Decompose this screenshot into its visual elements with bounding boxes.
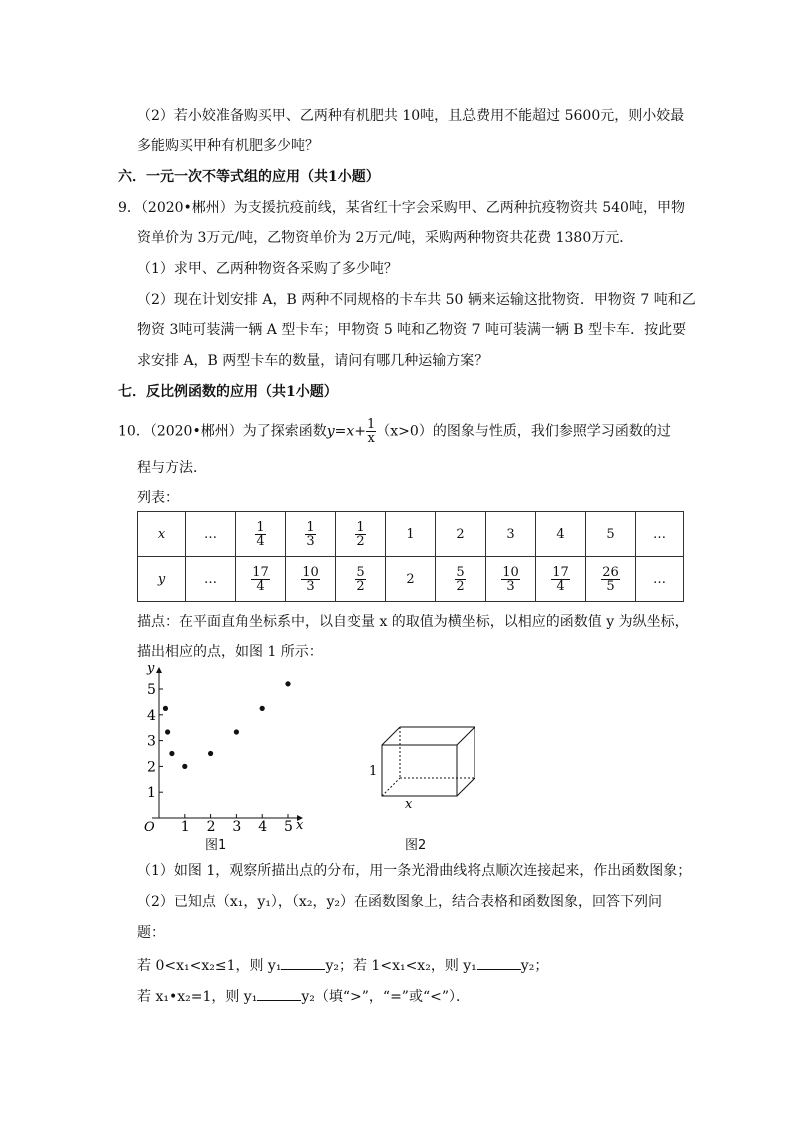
x-tick-label: 4 bbox=[258, 819, 268, 835]
x-cell-1-fraction: $\frac{1}{4}$ bbox=[256, 519, 265, 549]
q10-condition-c bbox=[137, 986, 470, 1007]
y-cell-3 bbox=[336, 557, 386, 602]
cond-c-end: y₂（填“>”，“=”或“<”）． bbox=[301, 989, 470, 1005]
y-cell-8 bbox=[586, 557, 636, 602]
x-tick-label: 5 bbox=[284, 819, 293, 835]
answer-blank-2[interactable] bbox=[477, 955, 521, 970]
section6-title: 六．一元一次不等式组的应用（共1小题） bbox=[118, 169, 380, 185]
x-cell-2 bbox=[286, 512, 336, 557]
func-fraction bbox=[366, 418, 376, 445]
figure1-caption: 图1 bbox=[205, 838, 227, 853]
figure2-cuboid bbox=[365, 722, 475, 812]
cond-b: 若 1<x₁<x₂，则 y₁ bbox=[352, 958, 477, 974]
y-cell-7-fraction: $\frac{17}{4}$ bbox=[552, 564, 569, 594]
q9-part2-line3: 求安排 A，B 两型卡车的数量，请问有哪几种运输方案？ bbox=[137, 353, 489, 369]
x-cell-2-fraction: $\frac{1}{3}$ bbox=[306, 519, 315, 549]
cond-c: 若 x₁•x₂=1，则 y₁ bbox=[137, 989, 258, 1005]
x-tick-label: 3 bbox=[232, 819, 242, 835]
x-cell-7: 4 bbox=[536, 512, 586, 557]
cuboid-height-label: 1 bbox=[369, 764, 378, 779]
data-point bbox=[169, 751, 174, 756]
q9-part2-line1: （2）现在计划安排 A，B 两种不同规格的卡车共 50 辆来运输这批物资．甲物资 7 吨和乙 bbox=[137, 292, 696, 308]
q10-plot-line2: 描出相应的点，如图 1 所示： bbox=[137, 644, 323, 660]
y-cell-3-fraction: $\frac{5}{2}$ bbox=[356, 564, 365, 594]
y-cell-1 bbox=[236, 557, 286, 602]
q10-plot-line1: 描点：在平面直角坐标系中，以自变量 x 的取值为横坐标，以相应的函数值 y 为纵坐标， bbox=[137, 614, 689, 630]
y-cell-8-fraction: $\frac{26}{5}$ bbox=[602, 564, 619, 594]
data-point bbox=[285, 681, 290, 686]
data-point bbox=[234, 729, 239, 734]
q8-part2-line1: （2）若小姣准备购买甲、乙两种有机肥共 10吨，且总费用不能超过 5600元，则小姣最 bbox=[137, 108, 685, 124]
q8-part2-line2: 多能购买甲种有机肥多少吨？ bbox=[137, 138, 319, 154]
func-frac-num: 1 bbox=[367, 417, 376, 432]
q10-part2-line2: 题： bbox=[137, 925, 165, 941]
y-cell-6 bbox=[486, 557, 536, 602]
cond-a-end: y₂； bbox=[325, 958, 353, 974]
y-cell-4: 2 bbox=[386, 557, 436, 602]
q10-cond: （x>0） bbox=[376, 423, 433, 440]
x-axis-label: x bbox=[296, 818, 304, 833]
y-tick-label: 3 bbox=[147, 733, 156, 750]
q10-conditions-ab bbox=[137, 955, 548, 976]
data-point bbox=[260, 706, 265, 711]
x-cell-1 bbox=[236, 512, 286, 557]
y-tick-label: 5 bbox=[147, 682, 156, 698]
y-cell-1-fraction: $\frac{17}{4}$ bbox=[252, 564, 269, 594]
y-ticks bbox=[147, 682, 163, 801]
y-cell-7 bbox=[536, 557, 586, 602]
x-cell-5: 2 bbox=[436, 512, 486, 557]
data-point bbox=[208, 751, 213, 756]
y-cell-5-fraction: $\frac{5}{2}$ bbox=[456, 564, 465, 594]
x-tick-label: 1 bbox=[180, 819, 190, 835]
y-cell-2-fraction: $\frac{10}{3}$ bbox=[302, 564, 319, 594]
data-points bbox=[163, 681, 291, 769]
x-cell-8: 5 bbox=[586, 512, 636, 557]
q9-part2-line2: 物资 3吨可装满一辆 A 型卡车；甲物资 5 吨和乙物资 7 吨可装满一辆 B 型卡车．按此要 bbox=[137, 322, 687, 338]
cuboid-width-label: x bbox=[405, 797, 413, 812]
q10-prefix: 10．（2020•郴州）为了探索函数 bbox=[118, 423, 327, 440]
section7-title: 七．反比例函数的应用（共1小题） bbox=[118, 384, 338, 400]
x-cell-3 bbox=[336, 512, 386, 557]
answer-blank-3[interactable] bbox=[257, 986, 301, 1001]
q9-line1: 9．（2020•郴州）为支援抗疫前线，某省红十字会采购甲、乙两种抗疫物资共 540吨，甲物 bbox=[118, 200, 685, 216]
value-table bbox=[137, 511, 684, 602]
answer-blank-1[interactable] bbox=[281, 955, 325, 970]
table-row-y bbox=[138, 557, 684, 602]
origin-label: O bbox=[144, 820, 155, 835]
table-row-label-x: x bbox=[138, 512, 186, 557]
q10-list-label: 列表： bbox=[137, 490, 179, 506]
x-ticks bbox=[181, 814, 293, 835]
x-cell-0: … bbox=[186, 512, 236, 557]
table-row-x bbox=[138, 512, 684, 557]
y-tick-label: 4 bbox=[147, 707, 156, 724]
table-row-label-y: y bbox=[138, 557, 186, 602]
q10-line2: 程与方法． bbox=[137, 460, 207, 476]
y-cell-0: … bbox=[186, 557, 236, 602]
x-tick-label: 2 bbox=[206, 819, 216, 835]
q9-line2: 资单价为 3万元/吨，乙物资单价为 2万元/吨，采购两种物资共花费 1380万元． bbox=[137, 230, 634, 246]
func-frac-den: x bbox=[367, 431, 375, 446]
func-y: y bbox=[326, 423, 335, 440]
y-cell-6-fraction: $\frac{10}{3}$ bbox=[502, 564, 519, 594]
q10-part2-line1: （2）已知点（x₁，y₁），（x₂，y₂）在函数图象上，结合表格和函数图象，回答下列问 bbox=[137, 894, 662, 910]
data-point bbox=[163, 706, 168, 711]
func-x: x bbox=[346, 423, 355, 440]
func-plus: + bbox=[354, 423, 366, 440]
y-cell-5 bbox=[436, 557, 486, 602]
q9-part1: （1）求甲、乙两种物资各采购了多少吨？ bbox=[137, 261, 398, 277]
y-axis-label: y bbox=[147, 661, 155, 676]
x-cell-3-fraction: $\frac{1}{2}$ bbox=[356, 519, 365, 549]
y-tick-label: 1 bbox=[147, 785, 156, 802]
cond-b-end: y₂； bbox=[520, 958, 549, 974]
cond-a: 若 0<x₁<x₂≤1，则 y₁ bbox=[137, 958, 282, 974]
figure1-plot bbox=[130, 660, 320, 850]
x-cell-9: … bbox=[636, 512, 684, 557]
data-point bbox=[182, 764, 187, 769]
x-cell-4: 1 bbox=[386, 512, 436, 557]
x-cell-6: 3 bbox=[486, 512, 536, 557]
func-eq: = bbox=[334, 423, 347, 440]
q10-line1 bbox=[118, 418, 671, 445]
q10-part1: （1）如图 1，观察所描出点的分布，用一条光滑曲线将点顺次连接起来，作出函数图象； bbox=[137, 863, 692, 879]
y-cell-2 bbox=[286, 557, 336, 602]
figure2-caption: 图2 bbox=[405, 838, 427, 853]
y-tick-label: 2 bbox=[147, 759, 156, 776]
data-point bbox=[165, 729, 170, 734]
y-cell-9: … bbox=[636, 557, 684, 602]
q10-suffix: 的图象与性质，我们参照学习函数的过 bbox=[432, 423, 671, 440]
